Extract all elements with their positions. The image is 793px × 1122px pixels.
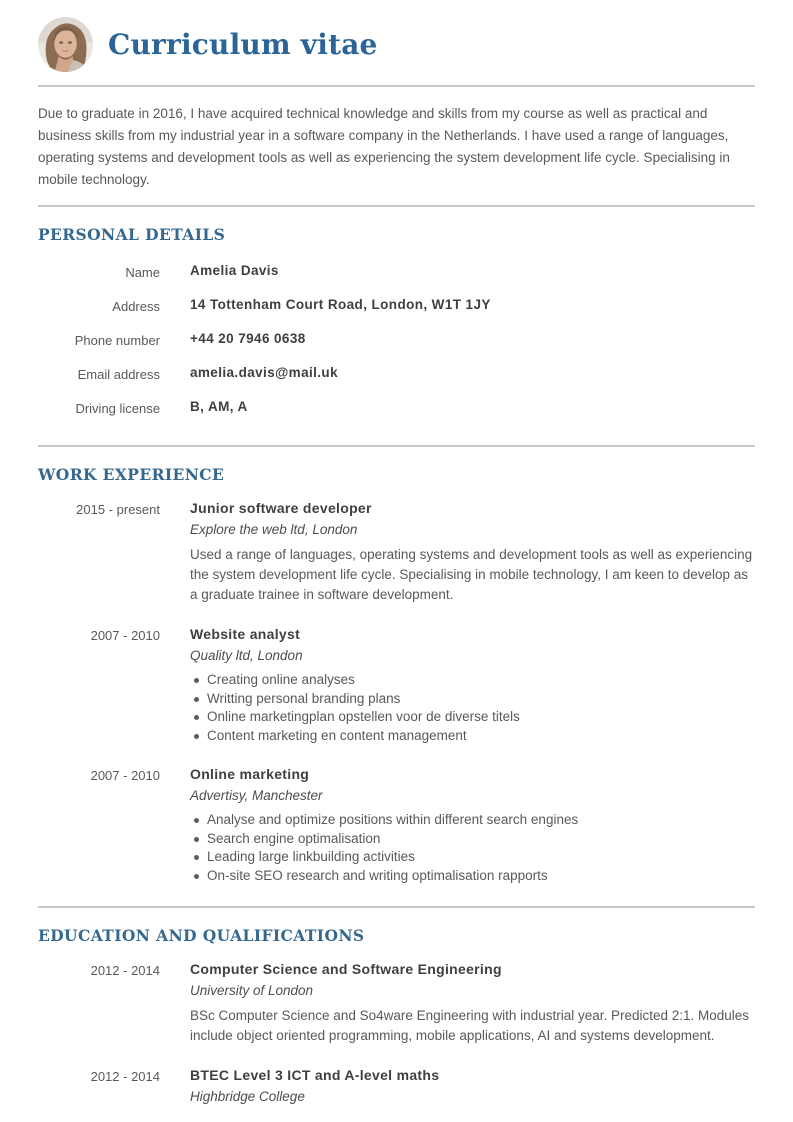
job-duty: Search engine optimalisation bbox=[190, 830, 755, 849]
detail-value: Amelia Davis bbox=[190, 263, 279, 278]
section-education bbox=[38, 926, 755, 1105]
job-duty: Content marketing en content management bbox=[190, 727, 755, 746]
employer: Quality ltd, London bbox=[190, 648, 303, 663]
job-duty: On-site SEO research and writing optimalisation rapports bbox=[190, 867, 755, 886]
section-divider bbox=[38, 906, 755, 908]
detail-row-address bbox=[38, 297, 755, 314]
entry-period: 2012 - 2014 bbox=[90, 1069, 160, 1084]
job-duty: Analyse and optimize positions within different search engines bbox=[190, 811, 755, 830]
work-experience-entries bbox=[38, 500, 755, 885]
detail-label: Driving license bbox=[75, 401, 160, 416]
job-title: Website analyst bbox=[190, 626, 301, 642]
institution: Highbridge College bbox=[190, 1089, 305, 1104]
education-entry bbox=[38, 1067, 755, 1105]
detail-value: +44 20 7946 0638 bbox=[190, 331, 306, 346]
entry-period: 2015 - present bbox=[76, 502, 160, 517]
education-entries bbox=[38, 961, 755, 1105]
job-title: Junior software developer bbox=[190, 500, 372, 516]
detail-label: Phone number bbox=[74, 333, 160, 348]
entry-period: 2007 - 2010 bbox=[90, 628, 160, 643]
entry-content bbox=[190, 626, 755, 745]
job-duty: Writting personal branding plans bbox=[190, 690, 755, 709]
detail-label: Name bbox=[125, 265, 160, 280]
job-title: Online marketing bbox=[190, 766, 310, 782]
employer: Advertisy, Manchester bbox=[190, 788, 323, 803]
education-entry bbox=[38, 961, 755, 1046]
work-entry bbox=[38, 500, 755, 605]
entry-content bbox=[190, 766, 755, 885]
work-entry bbox=[38, 626, 755, 745]
detail-label: Address bbox=[112, 299, 160, 314]
education-heading: EDUCATION AND QUALIFICATIONS bbox=[38, 926, 365, 945]
qualification-description: BSc Computer Science and So4ware Engineering with industrial year. Predicted 2:1. Modules include object oriented programming, mobile applications, AI and systems development. bbox=[190, 1008, 750, 1043]
page-title: Curriculum vitae bbox=[108, 27, 378, 61]
detail-value: amelia.davis@mail.uk bbox=[190, 365, 338, 380]
detail-row-driving-license bbox=[38, 399, 755, 416]
entry-content bbox=[190, 500, 755, 605]
cv-header bbox=[38, 16, 755, 72]
section-work-experience bbox=[38, 465, 755, 885]
job-duty-list bbox=[190, 811, 755, 885]
detail-value: 14 Tottenham Court Road, London, W1T 1JY bbox=[190, 297, 491, 312]
detail-label: Email address bbox=[77, 367, 160, 382]
detail-row-phone bbox=[38, 331, 755, 348]
entry-content bbox=[190, 1067, 755, 1105]
institution: University of London bbox=[190, 983, 314, 998]
entry-period: 2007 - 2010 bbox=[90, 768, 160, 783]
job-duty: Online marketingplan opstellen voor de diverse titels bbox=[190, 708, 755, 727]
entry-period: 2012 - 2014 bbox=[90, 963, 160, 978]
profile-summary: Due to graduate in 2016, I have acquired technical knowledge and skills from my course as well as practical and business skills from my industrial year in a software company in the Netherlands. I have used a range of languages, operating systems and development tools as well as experiencing the system development life cycle. Specialising in mobile technology. bbox=[38, 106, 730, 187]
detail-value: B, AM, A bbox=[190, 399, 248, 414]
job-description: Used a range of languages, operating systems and development tools as well as experiencing the system development life cycle. Specialising in mobile technology, I am keen to develop as a graduate trainee in software development. bbox=[190, 547, 753, 602]
detail-row-email bbox=[38, 365, 755, 382]
section-personal-details bbox=[38, 225, 755, 416]
qualification-title: Computer Science and Software Engineering bbox=[190, 961, 502, 977]
work-experience-heading: WORK EXPERIENCE bbox=[38, 465, 225, 484]
job-duty: Leading large linkbuilding activities bbox=[190, 848, 755, 867]
job-duty: Creating online analyses bbox=[190, 671, 755, 690]
section-divider bbox=[38, 445, 755, 447]
personal-details-heading: PERSONAL DETAILS bbox=[38, 225, 226, 244]
profile-photo-avatar bbox=[38, 17, 93, 72]
job-duty-list bbox=[190, 671, 755, 745]
entry-content bbox=[190, 961, 755, 1046]
section-divider bbox=[38, 205, 755, 207]
employer: Explore the web ltd, London bbox=[190, 522, 358, 537]
work-entry bbox=[38, 766, 755, 885]
personal-details-rows bbox=[38, 263, 755, 416]
qualification-title: BTEC Level 3 ICT and A-level maths bbox=[190, 1067, 440, 1083]
header-divider bbox=[38, 85, 755, 87]
detail-row-name bbox=[38, 263, 755, 280]
